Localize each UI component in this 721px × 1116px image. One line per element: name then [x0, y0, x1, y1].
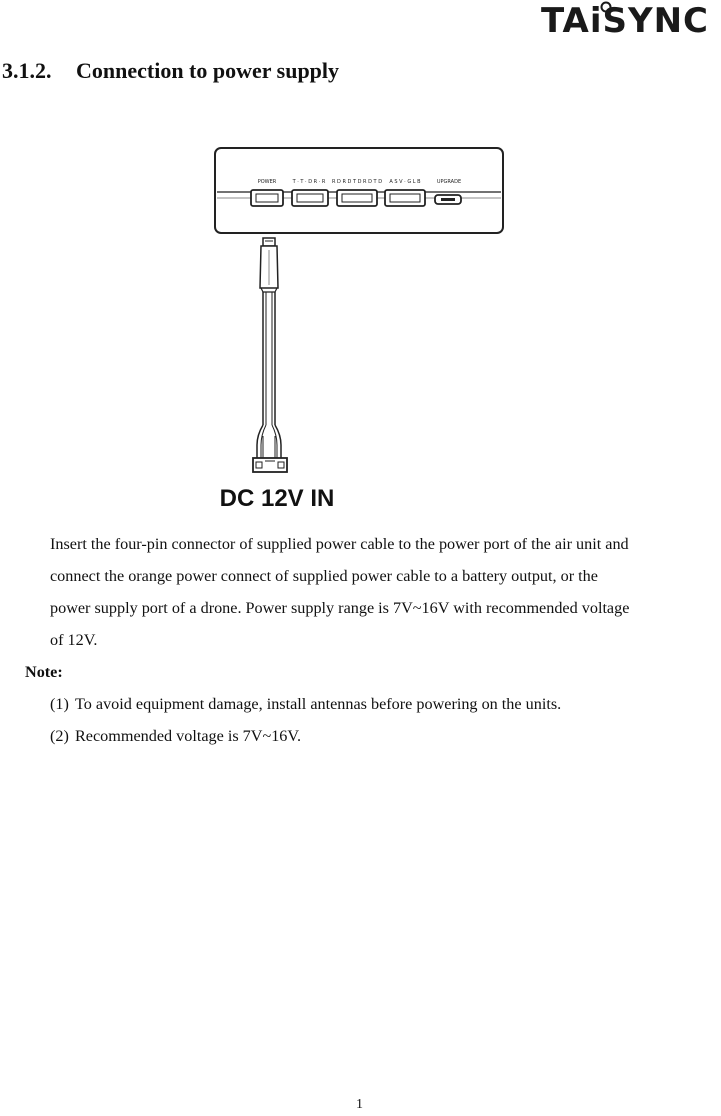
port-label-2: T · T · D R · R — [292, 179, 326, 185]
port-3 — [337, 190, 377, 206]
logo-text: TAiSYNC — [540, 1, 709, 40]
page-number: 1 — [356, 1097, 363, 1112]
body-line: Insert the four-pin connector of supplied power cable to the power port of the air unit and — [50, 535, 629, 553]
note-item — [50, 688, 561, 720]
power-port — [251, 190, 283, 206]
port-4 — [385, 190, 425, 206]
note-label: Note: — [25, 663, 63, 681]
note-item — [50, 720, 301, 752]
note-marker: (1) — [50, 695, 69, 713]
note-text: Recommended voltage is 7V~16V. — [75, 727, 302, 745]
body-paragraph — [50, 528, 721, 656]
section-heading — [2, 58, 339, 84]
port-label-power: POWER — [257, 179, 277, 185]
body-line: connect the orange power connect of supplied power cable to a battery output, or the — [50, 567, 598, 585]
usb-upgrade-port — [435, 195, 461, 204]
figure-caption: DC 12V IN — [219, 485, 335, 512]
power-cable — [253, 238, 287, 472]
port-2 — [292, 190, 328, 206]
note-text: To avoid equipment damage, install antennas before powering on the units. — [75, 695, 562, 713]
port-label-upgrade: UPGRADE — [436, 179, 462, 185]
section-title: Connection to power supply — [76, 58, 340, 83]
port-label-3: R D R D T D R D T D — [331, 179, 383, 185]
power-connection-figure — [205, 140, 515, 515]
note-marker: (2) — [50, 727, 69, 745]
port-label-4: A S V · G L B — [389, 179, 421, 185]
body-line: of 12V. — [50, 631, 98, 649]
section-number: 3.1.2. — [2, 58, 52, 83]
body-line: power supply port of a drone. Power supply range is 7V~16V with recommended voltage — [50, 599, 630, 617]
taisync-logo — [511, 0, 711, 40]
